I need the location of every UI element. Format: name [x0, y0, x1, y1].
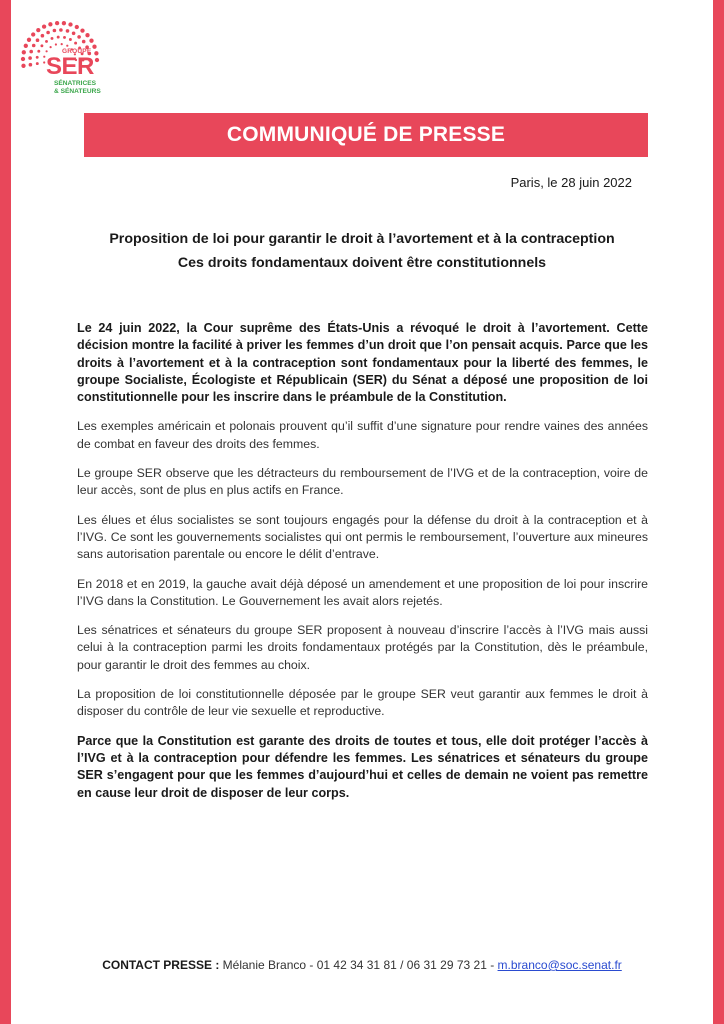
body-paragraph-5: Les sénatrices et sénateurs du groupe SER proposent à nouveau d’inscrire l’accès à l’IVG mais aussi celui à la contraception parmi les droits fondamentaux protégés par la Constitution, dès le préambule, pour garantir le droit des femmes au choix. [77, 623, 648, 672]
logo-dot [77, 35, 81, 39]
logo-dot [62, 21, 66, 25]
logo-dot [55, 21, 59, 25]
logo-dot [82, 40, 86, 44]
logo-dot [36, 28, 40, 32]
logo-dot [66, 29, 70, 33]
logo-dot [43, 61, 45, 63]
logo-groupe-text: GROUPE [62, 48, 92, 55]
logo-dot [66, 45, 68, 47]
release-body [77, 320, 648, 814]
press-release-banner: COMMUNIQUÉ DE PRESSE [84, 113, 648, 157]
logo-dot [48, 22, 52, 26]
logo-dot [95, 58, 99, 62]
press-contact [60, 958, 664, 972]
logo-dot [59, 28, 63, 32]
logo-dot [74, 42, 77, 45]
logo-dot [55, 43, 57, 45]
logo-dot [29, 63, 33, 67]
logo-dot [46, 31, 50, 35]
logo-dot [31, 32, 35, 36]
logo-dot [75, 25, 79, 29]
logo-dot [72, 32, 76, 36]
title-line-2: Ces droits fondamentaux doivent être constitutionnels [177, 255, 547, 271]
logo-dot [21, 57, 25, 61]
logo-dot [69, 38, 72, 41]
logo-dot [28, 56, 32, 60]
logo-dot [21, 64, 25, 68]
logo-dot [51, 37, 54, 40]
logo-dot [40, 44, 43, 47]
closing-paragraph: Parce que la Constitution est garante des droits de toutes et tous, elle doit protéger l’accès à l’IVG et à la contraception pour défendre les femmes. Les sénatrices et sénateurs du groupe SER s’engagent pour que les femmes d’aujourd’hui et celles de demain ne voient pas remettre en cause leur droit de disposer de leur corps. [77, 733, 648, 800]
logo-dot [57, 36, 60, 39]
body-paragraph-2: Le groupe SER observe que les détracteurs du remboursement de l’IVG et de la contraception, voire de leur accès, sont de plus en plus actifs en France. [77, 466, 648, 498]
lead-paragraph: Le 24 juin 2022, la Cour suprême des États-Unis a révoqué le droit à l’avortement. Cette décision montre la facilité à priver les femmes d’un droit que l’on pensait acquis. Parce que les droits à l’avortement et à la contraception sont fondamentaux pour la liberté des femmes, le groupe Socialiste, Écologiste et Républicain (SER) du Sénat a déposé une proposition de loi constitutionnelle pour les inscrire dans le préambule de la Constitution. [77, 321, 648, 405]
ser-logo [14, 8, 104, 94]
logo-dot [89, 39, 93, 43]
logo-dot [36, 62, 39, 65]
logo-dot [63, 36, 66, 39]
release-date: Paris, le 28 juin 2022 [510, 175, 632, 190]
logo-dot [92, 45, 96, 49]
logo-dot [36, 56, 39, 59]
logo-subtitle [54, 80, 101, 96]
logo-dot [27, 38, 31, 42]
logo-dot [94, 51, 98, 55]
logo-ser-text: SER [46, 53, 94, 80]
logo-subtitle-line2: & SÉNATEURS [54, 88, 101, 95]
body-paragraph-1: Les exemples américain et polonais prouvent qu’il suffit d’une signature pour rendre vaines des années de combat en faveur des droits des femmes. [77, 419, 648, 451]
body-paragraph-3: Les élues et élus socialistes se sont toujours engagés pour la défense du droit à la contraception et à l’IVG. Ce sont les gouvernements socialistes qui ont permis le remboursement, l’ouverture aux mineures sans autorisation parentale ou encore le délit d’entrave. [77, 512, 648, 562]
logo-dot [36, 38, 40, 42]
logo-dot [53, 29, 57, 33]
logo-dot [68, 22, 72, 26]
logo-dot [80, 28, 84, 32]
logo-dot [45, 40, 48, 43]
logo-dot [50, 46, 52, 48]
release-title [60, 227, 664, 275]
logo-dot [32, 44, 36, 48]
left-accent-bar [0, 0, 11, 1024]
logo-dot [85, 33, 89, 37]
logo-subtitle-line1: SÉNATRICES [54, 80, 97, 87]
body-paragraph-4: En 2018 et en 2019, la gauche avait déjà déposé un amendement et une proposition de loi pour inscrire l’IVG dans la Constitution. Le Gouvernement les avait alors rejetés. [77, 576, 648, 608]
logo-dot [42, 24, 46, 28]
logo-dot [29, 50, 33, 54]
logo-dot [22, 50, 26, 54]
contact-label: CONTACT PRESSE : [102, 958, 220, 972]
contact-details: Mélanie Branco - 01 42 34 31 81 / 06 31 29 73 21 - [222, 958, 495, 972]
logo-dot [24, 44, 28, 48]
logo-dot [61, 43, 63, 45]
logo-dot [37, 50, 40, 53]
logo-dot [41, 34, 45, 38]
body-paragraph-6: La proposition de loi constitutionnelle déposée par le groupe SER veut garantir aux femmes le droit à disposer du contrôle de leur vie sexuelle et reproductive. [77, 687, 648, 719]
title-line-1: Proposition de loi pour garantir le droit à l’avortement et à la contraception [109, 231, 615, 247]
contact-email-link[interactable]: m.branco@soc.senat.fr [497, 958, 622, 972]
right-accent-bar [713, 0, 724, 1024]
